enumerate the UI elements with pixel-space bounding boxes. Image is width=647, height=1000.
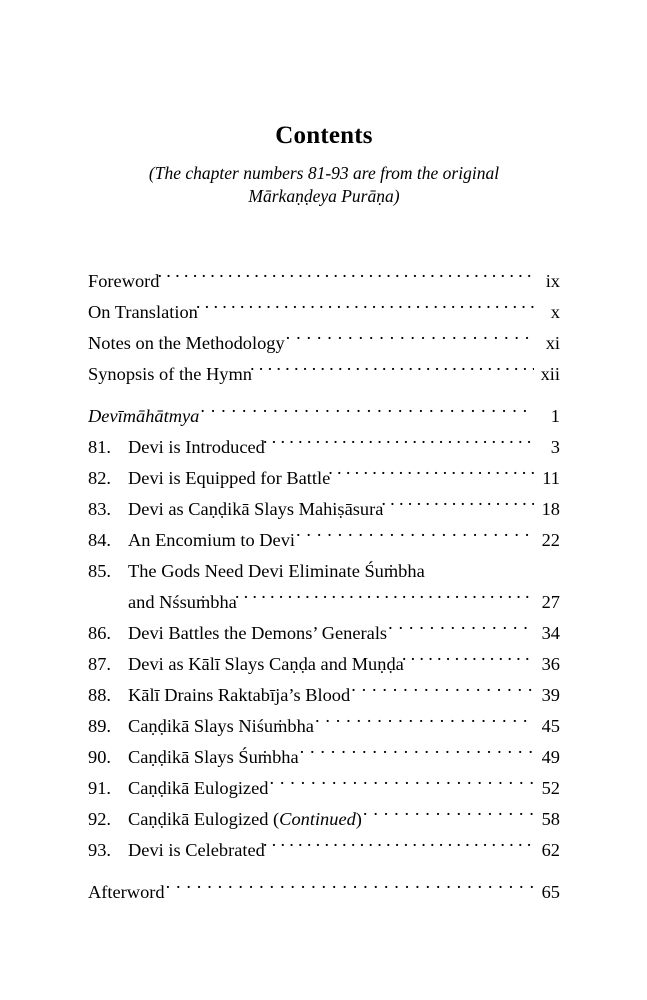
toc-entry-page: 45 xyxy=(541,716,560,736)
dot-leader xyxy=(263,435,534,453)
toc-entry-label: Devi is Celebrated xyxy=(128,840,265,860)
dot-leader xyxy=(269,776,534,794)
toc-entry-number: 85. xyxy=(88,561,111,581)
page-subtitle-line-1: (The chapter numbers 81-93 are from the original xyxy=(148,162,500,183)
toc-entry-label: Notes on the Methodology xyxy=(88,333,285,353)
toc-entry-chapter-91[interactable] xyxy=(88,773,560,804)
page-subtitle xyxy=(88,162,560,209)
toc-entry-page: 62 xyxy=(541,840,560,860)
toc-entry-on-translation[interactable] xyxy=(88,297,560,328)
dot-leader xyxy=(300,745,534,763)
toc-entry-number: 90. xyxy=(88,747,111,767)
toc-entry-label: Devi as Caṇḍikā Slays Mahiṣāsura xyxy=(128,499,384,519)
toc-entry-chapter-90[interactable] xyxy=(88,742,560,773)
toc-entry-label: Devi is Introduced xyxy=(128,437,265,457)
toc-entry-chapter-85-continuation[interactable] xyxy=(88,587,560,618)
dot-leader xyxy=(402,652,534,670)
dot-leader xyxy=(196,300,534,318)
toc-entry-page: 52 xyxy=(541,778,560,798)
toc-entry-label-text: Caṇḍikā Eulogized ( xyxy=(128,809,280,829)
dot-leader xyxy=(363,807,534,825)
toc-entry-page: 1 xyxy=(550,406,560,426)
toc-entry-chapter-84[interactable] xyxy=(88,525,560,556)
dot-leader xyxy=(315,714,534,732)
toc-entry-number: 86. xyxy=(88,623,111,643)
toc-entry-label xyxy=(128,804,362,835)
dot-leader xyxy=(286,331,534,349)
toc-entry-chapter-93[interactable] xyxy=(88,835,560,866)
toc-entry-page: xi xyxy=(545,333,560,353)
page-subtitle-line-2: Mārkaṇḍeya Purāṇa) xyxy=(248,186,400,207)
toc-entry-afterword[interactable] xyxy=(88,877,560,908)
toc-entry-chapter-85[interactable] xyxy=(88,556,560,587)
toc-entry-label: and Nśsuṁbha xyxy=(128,592,237,612)
dot-leader xyxy=(328,466,534,484)
toc-entry-label: Devīmāhātmya xyxy=(88,406,200,426)
toc-entry-label-italic: Continued xyxy=(279,809,356,829)
dot-leader xyxy=(158,269,534,287)
toc-entry-page: 18 xyxy=(541,499,560,519)
toc-entry-page: ix xyxy=(545,271,560,291)
dot-leader xyxy=(250,362,534,380)
toc-entry-page: 34 xyxy=(541,623,560,643)
toc-entry-number: 91. xyxy=(88,778,111,798)
toc-entry-chapter-81[interactable] xyxy=(88,432,560,463)
toc-entry-chapter-86[interactable] xyxy=(88,618,560,649)
toc-entry-label: On Translation xyxy=(88,302,198,322)
toc-entry-page: 58 xyxy=(541,809,560,829)
toc-entry-number: 87. xyxy=(88,654,111,674)
toc-entry-label: Caṇḍikā Eulogized xyxy=(128,778,269,798)
toc-entry-chapter-87[interactable] xyxy=(88,649,560,680)
page-title: Contents xyxy=(275,122,373,149)
toc-entry-page: x xyxy=(550,302,560,322)
toc-entry-number: 88. xyxy=(88,685,111,705)
toc-entry-page: 39 xyxy=(541,685,560,705)
toc-entry-devimahatmya[interactable] xyxy=(88,401,560,432)
dot-leader xyxy=(200,404,534,422)
toc-entry-label-tail: ) xyxy=(355,809,362,829)
toc-entry-label: Caṇḍikā Slays Niśuṁbha xyxy=(128,716,314,736)
toc-entry-label: An Encomium to Devi xyxy=(128,530,296,550)
toc-entry-chapter-83[interactable] xyxy=(88,494,560,525)
toc-entry-page: 27 xyxy=(541,592,560,612)
toc-entry-label: Synopsis of the Hymn xyxy=(88,364,252,384)
toc-entry-label: Devi is Equipped for Battle xyxy=(128,468,331,488)
toc-entry-list xyxy=(88,266,560,908)
toc-entry-chapter-88[interactable] xyxy=(88,680,560,711)
toc-entry-number: 83. xyxy=(88,499,111,519)
dot-leader xyxy=(381,497,534,515)
toc-entry-chapter-89[interactable] xyxy=(88,711,560,742)
toc-entry-number: 81. xyxy=(88,437,111,457)
dot-leader xyxy=(351,683,534,701)
heading-block xyxy=(88,122,560,208)
dot-leader xyxy=(388,621,534,639)
toc-entry-number: 93. xyxy=(88,840,111,860)
toc-entry-number: 89. xyxy=(88,716,111,736)
dot-leader xyxy=(235,590,534,608)
toc-entry-page: 65 xyxy=(541,882,560,902)
toc-entry-synopsis-of-the-hymn[interactable] xyxy=(88,359,560,390)
toc-entry-label: Foreword xyxy=(88,271,160,291)
dot-leader xyxy=(296,528,534,546)
toc-entry-label: The Gods Need Devi Eliminate Śuṁbha xyxy=(128,561,425,581)
toc-entry-foreword[interactable] xyxy=(88,266,560,297)
toc-entry-chapter-92[interactable] xyxy=(88,804,560,835)
toc-entry-number: 84. xyxy=(88,530,111,550)
toc-entry-number: 82. xyxy=(88,468,111,488)
toc-entry-label: Devi as Kālī Slays Caṇḍa and Muṇḍa xyxy=(128,654,404,674)
toc-entry-label: Devi Battles the Demons’ Generals xyxy=(128,623,388,643)
dot-leader xyxy=(263,838,534,856)
toc-entry-label: Kālī Drains Raktabīja’s Blood xyxy=(128,685,351,705)
toc-entry-notes-on-the-methodology[interactable] xyxy=(88,328,560,359)
toc-entry-page: 3 xyxy=(550,437,560,457)
toc-entry-label: Afterword xyxy=(88,882,165,902)
toc-entry-page: 22 xyxy=(541,530,560,550)
toc-entry-label: Caṇḍikā Slays Śuṁbha xyxy=(128,747,299,767)
toc-entry-chapter-82[interactable] xyxy=(88,463,560,494)
dot-leader xyxy=(166,880,534,898)
toc-entry-number: 92. xyxy=(88,809,111,829)
toc-entry-page: 36 xyxy=(541,654,560,674)
toc-entry-page: 49 xyxy=(541,747,560,767)
toc-entry-page: xii xyxy=(540,364,560,384)
toc-entry-page: 11 xyxy=(542,468,560,488)
